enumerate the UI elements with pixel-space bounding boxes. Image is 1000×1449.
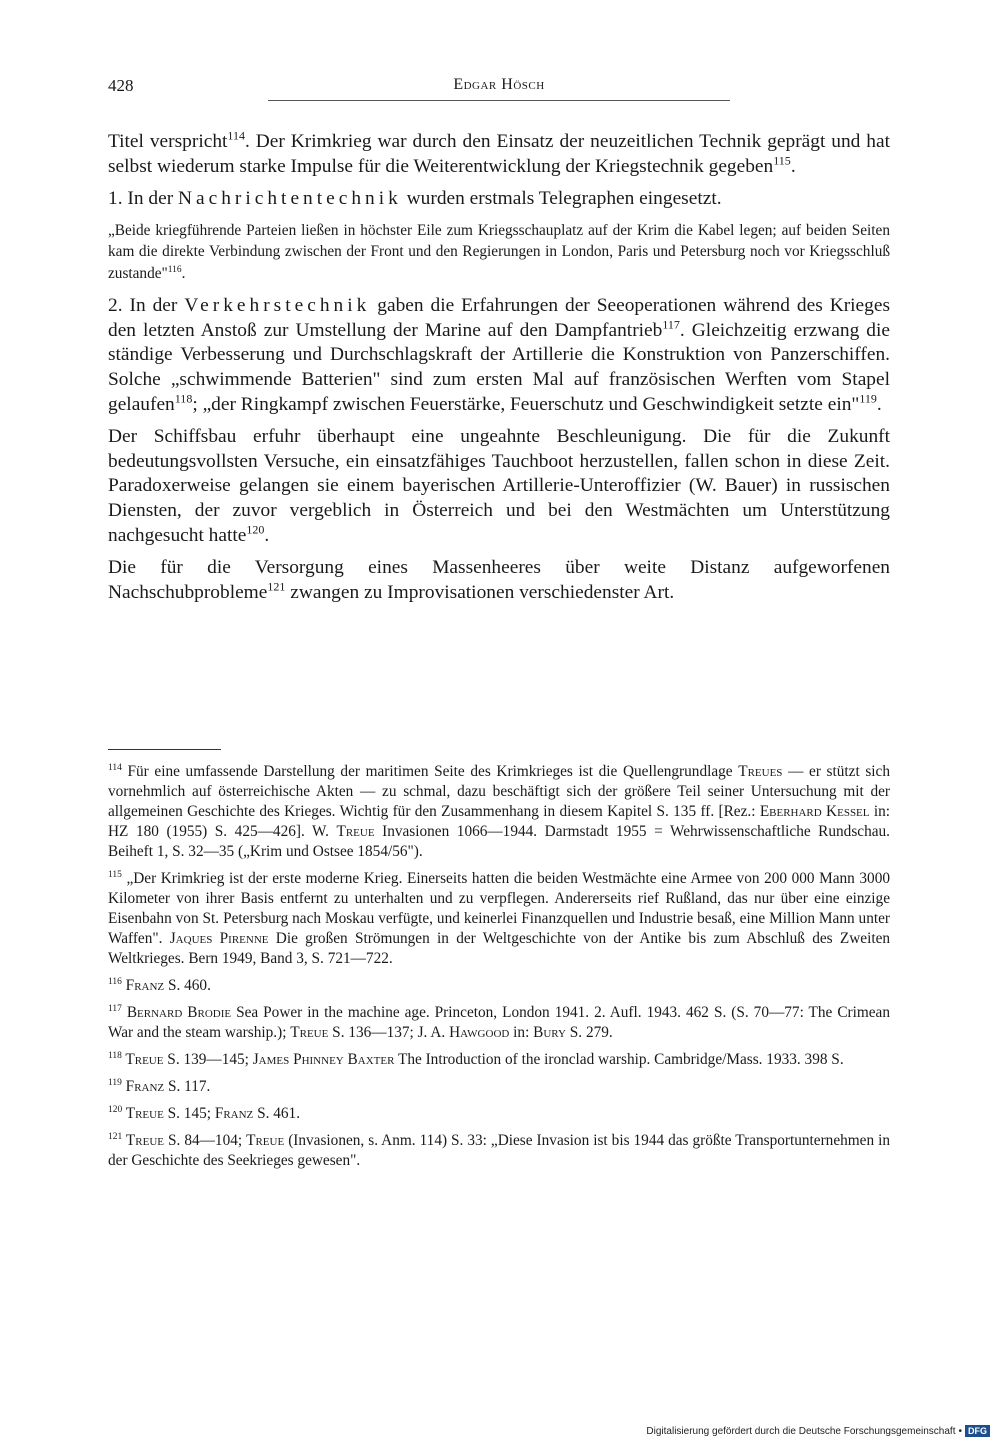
block-quote: „Beide kriegführende Parteien ließen in höchster Eile zum Kriegsschauplatz auf der Krim die Kabel legen; auf beiden Seiten kam die direkte Verbindung zwischen der Front und den Regierungen in London, Paris und Petersburg noch vor Kriegsschluß zustande"$^{116}$.	[108, 221, 890, 282]
footnote-ref-117: 117	[662, 317, 680, 332]
footnote-ref-118: 118	[174, 391, 193, 406]
footnote-ref-121: 121	[267, 579, 286, 594]
funding-text: Digitalisierung gefördert durch die Deutsche Forschungsgemeinschaft	[646, 1425, 956, 1437]
footnote-ref-120: 120	[246, 522, 265, 537]
dfg-logo: DFG	[965, 1425, 990, 1437]
paragraph-3: 2. In der Verkehrstechnik gaben die Erfahrungen der Seeoperationen während des Krieges den letzten Anstoß zur Umstellung der Marine auf den Dampfantrieb$^{117}$. Gleichzeitig erzwang die ständige Verbesserung und Durchschlagskraft der Artillerie die Konstruktion von Panzerschiffen. Solche „schwimmende Batterien" sind zum ersten Mal auf französischen Werften vom Stapel gelaufen$^{118}$; „der Ringkampf zwischen Feuerstärke, Feuerschutz und Geschwindigkeit setzte ein"$^{119}$.	[108, 295, 890, 415]
page-header	[108, 76, 890, 102]
footnote-116: $^{116}$ Franz S. 460.	[108, 976, 211, 994]
footnote-ref-114: 114	[227, 128, 245, 143]
footnote-ref-116: 116	[167, 264, 182, 275]
footnote-117: $^{117}$ Bernard Brodie Sea Power in the machine age. Princeton, London 1941. 2. Aufl. 1943. 462 S. (S. 70—77: The Crimean War and the steam warship.); Treue S. 136—137; J. A. Hawgood in: Bury S. 279.	[108, 1003, 890, 1041]
header-rule	[268, 100, 730, 101]
footnote-118: $^{118}$ Treue S. 139—145; James Phinney Baxter The Introduction of the ironclad warship. Cambridge/Mass. 1933. 398 S.	[108, 1050, 844, 1068]
paragraph-5: Die für die Versorgung eines Massenheeres über weite Distanz aufgeworfenen Nachschubprobleme$^{121}$ zwangen zu Improvisationen verschiedenster Art.	[108, 557, 890, 603]
footnote-115: $^{115}$ „Der Krimkrieg ist der erste moderne Krieg. Einerseits hatten die beiden Westmächte eine Armee von 200 000 Mann 3000 Kilometer von ihrer Basis entfernt zu unterhalten und zu verpflegen. Andererseits rief Rußland, das nur über eine einzige Eisenbahn von St. Petersburg nach Moskau verfügte, und keinerlei Finanzquellen und Industrie besaß, eine Million Mann unter Waffen". Jaques Pirenne Die großen Strömungen in der Weltgeschichte von der Antike bis zum Abschluß des Zweiten Weltkrieges. Bern 1949, Band 3, S. 721—722.	[108, 869, 891, 967]
running-head: Edgar Hösch	[453, 76, 545, 93]
body-text	[108, 130, 890, 605]
footnote-ref-115: 115	[773, 153, 791, 168]
funding-footer: Digitalisierung gefördert durch die Deutsche Forschungsgemeinschaft • DFG	[646, 1425, 990, 1437]
footnotes	[108, 762, 890, 1178]
footnote-119: $^{119}$ Franz S. 117.	[108, 1077, 211, 1095]
footnote-separator	[108, 749, 221, 750]
footnote-ref-119: 119	[859, 391, 877, 406]
emphasis-spaced: Verkehrstechnik	[184, 295, 371, 317]
footnote-114: $^{114}$ Für eine umfassende Darstellung der maritimen Seite des Krimkrieges ist die Quellengrundlage Treues — er stützt sich vornehmlich auf österreichische Akten — zu schmal, dazu beschäftigt sich der größere Teil seiner Untersuchung mit der allgemeinen Geschichte des Krieges. Wichtig für den Zusammenhang in diesem Kapitel S. 135 ff. [Rez.: Eberhard Kessel in: HZ 180 (1955) S. 425—426]. W. Treue Invasionen 1066—1944. Darmstadt 1955 = Wehrwissenschaftliche Rundschau. Beiheft 1, S. 32—35 („Krim und Ostsee 1854/56").	[108, 762, 890, 860]
paragraph-1: Titel verspricht$^{114}$. Der Krimkrieg war durch den Einsatz der neuzeitlichen Technik geprägt und hat selbst wiederum starke Impulse für die Weiterentwicklung der Kriegstechnik gegeben$^{115}$.	[108, 128, 890, 177]
page-number: 428	[108, 76, 134, 95]
emphasis-spaced: Nachrichtentechnik	[178, 188, 402, 210]
footnote-120: $^{120}$ Treue S. 145; Franz S. 461.	[108, 1104, 301, 1122]
paragraph-4: Der Schiffsbau erfuhr überhaupt eine ungeahnte Beschleunigung. Die für die Zukunft bedeutungsvollsten Versuche, ein einsatzfähiges Tauchboot herzustellen, fallen schon in diese Zeit. Paradoxerweise gelangen sie einem bayerischen Artillerie-Unteroffizier (W. Bauer) in russischen Diensten, der zuvor vergeblich in Österreich und bei den Westmächten um Unterstützung nachgesucht hatte$^{120}$.	[108, 426, 890, 546]
footnote-121: $^{121}$ Treue S. 84—104; Treue (Invasionen, s. Anm. 114) S. 33: „Diese Invasion ist bis 1944 das größte Transportunternehmen in der Geschichte des Seekrieges gewesen".	[108, 1131, 890, 1169]
paragraph-2: 1. In der Nachrichtentechnik wurden erstmals Telegraphen eingesetzt.	[108, 188, 722, 210]
